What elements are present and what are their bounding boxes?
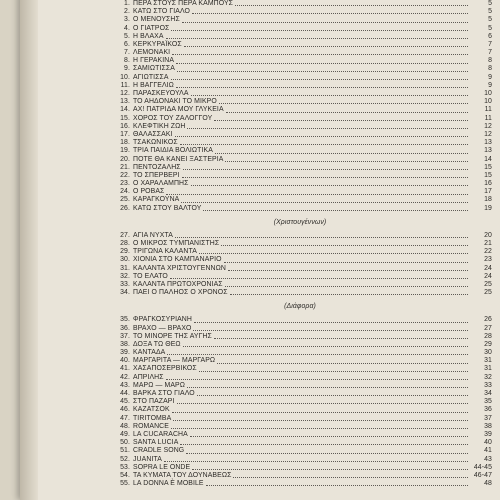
page-binding-fold: [20, 0, 38, 500]
toc-entry: [108, 472, 492, 480]
entry-page-number: 5: [488, 16, 492, 24]
entry-title: Η ΓΕΡΑΚΙΝΑ: [133, 57, 175, 65]
entry-page-number: 27: [484, 324, 492, 332]
entry-page-number: 8: [488, 65, 492, 73]
dot-leader: [197, 395, 468, 396]
entry-title: Ο ΜΕΝΟΥΣΗΣ: [133, 16, 180, 24]
entry-title: ΚΑΤΩ ΣΤΟ ΓΙΑΛΟ: [133, 8, 190, 16]
entry-title: ΤΣΑΚΩΝΙΚΟΣ: [133, 139, 178, 147]
entry-title: ΚΛΕΦΤΙΚΗ ΖΩΗ: [133, 122, 186, 130]
entry-number: 33.: [120, 280, 130, 288]
dot-leader: [199, 253, 468, 254]
dot-leader: [192, 469, 468, 470]
entry-title: ΤΟ ΜΙΝΟΡΕ ΤΗΣ ΑΥΓΗΣ: [133, 332, 212, 340]
dot-leader: [166, 379, 468, 380]
dot-leader: [183, 169, 468, 170]
dot-leader: [225, 286, 468, 287]
dot-leader: [180, 144, 468, 145]
entry-page-number: 44-45: [473, 463, 492, 471]
dot-leader: [226, 112, 468, 113]
entry-number: 26.: [120, 204, 130, 212]
toc-entry: [108, 232, 492, 240]
entry-page-number: 19: [484, 204, 492, 212]
dot-leader: [172, 412, 468, 413]
entry-page-number: 10: [484, 98, 492, 106]
toc-entry: [108, 66, 492, 74]
dot-leader: [166, 38, 468, 39]
entry-number: 5.: [124, 32, 130, 40]
dot-leader: [183, 346, 468, 347]
entry-number: 36.: [120, 324, 130, 332]
entry-page-number: 38: [484, 422, 492, 430]
toc-entry: [108, 156, 492, 164]
dot-leader: [193, 330, 468, 331]
entry-page-number: 33: [484, 381, 492, 389]
toc-entry: [108, 464, 492, 472]
entry-page-number: 37: [484, 414, 492, 422]
dot-leader: [175, 237, 468, 238]
entry-title: ΤΟ ΣΠΕΡΒΕΡΙ: [133, 171, 180, 179]
dot-leader: [214, 120, 468, 121]
entry-number: 25.: [120, 196, 130, 204]
entry-page-number: 23: [484, 256, 492, 264]
dot-leader: [221, 245, 468, 246]
toc-entry: [108, 240, 492, 248]
toc-entry: [108, 289, 492, 297]
entry-page-number: 8: [488, 57, 492, 65]
entry-page-number: 10: [484, 90, 492, 98]
toc-entry: [108, 256, 492, 264]
toc-entry: [108, 197, 492, 205]
entry-page-number: 22: [484, 248, 492, 256]
section-heading: (Χριστουγέννων): [273, 218, 327, 226]
entry-number: 28.: [120, 240, 130, 248]
section-heading: (Διάφορα): [284, 303, 316, 311]
toc-entry: [108, 265, 492, 273]
toc-entry: [108, 164, 492, 172]
dot-leader: [235, 5, 468, 6]
dot-leader: [177, 403, 468, 404]
dot-leader: [167, 354, 468, 355]
dot-leader: [217, 363, 468, 364]
entry-number: 43.: [120, 381, 130, 389]
entry-title: ΠΟΤΕ ΘΑ ΚΑΝΕΙ ΞΑΣΤΕΡΙΑ: [133, 155, 224, 163]
entry-number: 38.: [120, 340, 130, 348]
entry-title: ΚΑΛΑΝΤΑ ΧΡΙΣΤΟΥΓΕΝΝΩΝ: [133, 264, 226, 272]
entry-title: CRADLE SONG: [133, 447, 185, 455]
entry-page-number: 36: [484, 406, 492, 414]
dot-leader: [171, 428, 468, 429]
entry-number: 14.: [120, 106, 130, 114]
toc-entry: [108, 49, 492, 57]
entry-title: ΧΑΣΑΠΟΣΕΡΒΙΚΟΣ: [133, 365, 197, 373]
toc-entry: [108, 172, 492, 180]
entry-title: ΚΑΤΩ ΣΤΟΥ ΒΑΛΤΟΥ: [133, 204, 202, 212]
entry-page-number: 24: [484, 264, 492, 272]
dot-leader: [177, 71, 468, 72]
entry-title: LA CUCARACHA: [133, 430, 188, 438]
entry-number: 37.: [120, 332, 130, 340]
entry-number: 35.: [120, 316, 130, 324]
toc-entry: [108, 115, 492, 123]
entry-number: 8.: [124, 57, 130, 65]
dot-leader: [187, 387, 468, 388]
entry-number: 22.: [120, 171, 130, 179]
dot-leader: [171, 30, 468, 31]
entry-number: 52.: [120, 455, 130, 463]
entry-page-number: 13: [484, 139, 492, 147]
entry-number: 29.: [120, 248, 130, 256]
toc-entry: [108, 131, 492, 139]
toc-entry: [108, 431, 492, 439]
entry-title: ROMANCE: [133, 422, 169, 430]
toc-entry: [108, 439, 492, 447]
entry-number: 7.: [124, 49, 130, 57]
entry-title: ΛΕΜΟΝΑΚΙ: [133, 49, 171, 57]
entry-title: ΑΧ! ΠΑΤΡΙΔΑ ΜΟΥ ΓΛΥΚΕΙΑ: [133, 106, 224, 114]
entry-page-number: 25: [484, 289, 492, 297]
toc-entry: [108, 33, 492, 41]
entry-title: Ο ΓΙΑΤΡΟΣ: [133, 24, 170, 32]
entry-number: 17.: [120, 130, 130, 138]
toc-entry: [108, 341, 492, 349]
dot-leader: [215, 153, 468, 154]
entry-title: ΚΕΡΚΥΡΑΪΚΟΣ: [133, 40, 182, 48]
entry-page-number: 32: [484, 373, 492, 381]
entry-number: 49.: [120, 430, 130, 438]
entry-number: 55.: [120, 480, 130, 488]
toc-entry: [108, 147, 492, 155]
toc-entry: [108, 90, 492, 98]
entry-number: 48.: [120, 422, 130, 430]
dot-leader: [172, 54, 468, 55]
entry-title: ΦΡΑΓΚΟΣΥΡΙΑΝΗ: [133, 316, 192, 324]
entry-title: ΣΑΜΙΩΤΙΣΣΑ: [133, 65, 175, 73]
entry-page-number: 11: [484, 114, 492, 122]
entry-page-number: 13: [484, 147, 492, 155]
entry-page-number: 5: [488, 8, 492, 16]
table-of-contents: [108, 0, 492, 488]
toc-entry: [108, 447, 492, 455]
entry-page-number: 24: [484, 272, 492, 280]
toc-entry: [108, 357, 492, 365]
toc-entry: [108, 98, 492, 106]
toc-entry: [108, 82, 492, 90]
entry-title: ΠΕΝΤΟΖΑΛΗΣ: [133, 163, 181, 171]
dot-leader: [191, 95, 468, 96]
entry-title: Η ΒΑΓΓΕΛΙΩ: [133, 81, 174, 89]
entry-page-number: 6: [488, 32, 492, 40]
dot-leader: [175, 136, 468, 137]
entry-title: LA DONNA È MOBILE: [133, 480, 204, 488]
entry-number: 30.: [120, 256, 130, 264]
entry-page-number: 48: [484, 480, 492, 488]
entry-number: 19.: [120, 147, 130, 155]
entry-page-number: 29: [484, 340, 492, 348]
entry-title: ΤΡΙΑ ΠΑΙΔΙΑ ΒΟΛΙΩΤΙΚΑ: [133, 147, 213, 155]
entry-title: SOPRA LE ONDE: [133, 463, 191, 471]
dot-leader: [194, 322, 468, 323]
dot-leader: [225, 161, 468, 162]
entry-title: JUANITA: [133, 455, 162, 463]
toc-entry: [108, 480, 492, 488]
dot-leader: [182, 22, 468, 23]
dot-leader: [228, 270, 468, 271]
entry-number: 46.: [120, 406, 130, 414]
entry-number: 16.: [120, 122, 130, 130]
entry-page-number: 14: [484, 155, 492, 163]
dot-leader: [187, 128, 468, 129]
toc-entry: [108, 316, 492, 324]
dot-leader: [173, 420, 468, 421]
entry-number: 45.: [120, 398, 130, 406]
dot-leader: [191, 185, 469, 186]
entry-title: SANTA LUCIA: [133, 439, 179, 447]
entry-title: ΠΕΡΑ ΣΤΟΥΣ ΠΕΡΑ ΚΑΜΠΟΥΣ: [133, 0, 234, 7]
toc-entry: [108, 106, 492, 114]
dot-leader: [214, 338, 468, 339]
toc-entry: [108, 398, 492, 406]
entry-page-number: 16: [484, 180, 492, 188]
entry-number: 40.: [120, 357, 130, 365]
entry-page-number: 11: [484, 106, 492, 114]
entry-title: ΣΤΟ ΠΑΖΑΡΙ: [133, 398, 175, 406]
entry-number: 27.: [120, 231, 130, 239]
entry-page-number: 12: [484, 122, 492, 130]
entry-number: 23.: [120, 180, 130, 188]
entry-page-number: 34: [484, 390, 492, 398]
toc-entry: [108, 349, 492, 357]
entry-title: ΒΑΡΚΑ ΣΤΟ ΓΙΑΛΟ: [133, 390, 195, 398]
entry-title: ΤΑ ΚΥΜΑΤΑ ΤΟΥ ΔΟΥΝΑΒΕΩΣ: [133, 471, 232, 479]
entry-page-number: 41: [484, 447, 492, 455]
entry-title: ΚΑΛΑΝΤΑ ΠΡΩΤΟΧΡΟΝΙΑΣ: [133, 280, 223, 288]
entry-number: 31.: [120, 264, 130, 272]
toc-entry: [108, 188, 492, 196]
toc-entry: [108, 333, 492, 341]
entry-number: 24.: [120, 188, 130, 196]
entry-page-number: 39: [484, 430, 492, 438]
entry-page-number: 15: [484, 171, 492, 179]
toc-entry: [108, 366, 492, 374]
entry-page-number: 26: [484, 316, 492, 324]
toc-entry: [108, 390, 492, 398]
entry-title: ΧΙΟΝΙΑ ΣΤΟ ΚΑΜΠΑΝΑΡΙΟ: [133, 256, 222, 264]
toc-entry: [108, 415, 492, 423]
dot-leader: [186, 453, 468, 454]
dot-leader: [233, 477, 468, 478]
entry-number: 47.: [120, 414, 130, 422]
entry-title: ΤΟ ΕΛΑΤΟ: [133, 272, 168, 280]
entry-page-number: 5: [488, 24, 492, 32]
entry-title: ΧΟΡΟΣ ΤΟΥ ΖΑΛΟΓΓΟΥ: [133, 114, 213, 122]
dot-leader: [184, 46, 468, 47]
entry-page-number: 18: [484, 196, 492, 204]
entry-number: 12.: [120, 90, 130, 98]
entry-page-number: 15: [484, 163, 492, 171]
entry-number: 1.: [124, 0, 130, 7]
entry-title: ΤΟ ΑΗΔΟΝΑΚΙ ΤΟ ΜΙΚΡΟ: [133, 98, 217, 106]
toc-entry: [108, 406, 492, 414]
entry-number: 42.: [120, 373, 130, 381]
dot-leader: [180, 444, 468, 445]
entry-page-number: 30: [484, 349, 492, 357]
entry-number: 4.: [124, 24, 130, 32]
entry-number: 18.: [120, 139, 130, 147]
entry-page-number: 5: [488, 0, 492, 7]
entry-title: Ο ΧΑΡΑΛΑΜΠΗΣ: [133, 180, 189, 188]
dot-leader: [182, 177, 468, 178]
dot-leader: [176, 87, 468, 88]
toc-entry: [108, 273, 492, 281]
entry-page-number: 9: [488, 73, 492, 81]
entry-title: ΔΟΞΑ ΤΩ ΘΕΩ: [133, 340, 181, 348]
entry-page-number: 28: [484, 332, 492, 340]
entry-number: 32.: [120, 272, 130, 280]
dot-leader: [199, 371, 468, 372]
toc-entry: [108, 382, 492, 390]
dot-leader: [206, 485, 468, 486]
dot-leader: [190, 436, 468, 437]
entry-title: ΜΑΡΓΑΡΙΤΑ — ΜΑΡΓΑΡΩ: [133, 357, 216, 365]
entry-title: ΚΑΝΤΑΔΑ: [133, 349, 166, 357]
entry-page-number: 46-47: [473, 471, 492, 479]
book-page: [20, 0, 500, 500]
toc-entry: [108, 374, 492, 382]
dot-leader: [230, 294, 468, 295]
entry-number: 39.: [120, 349, 130, 357]
entry-number: 20.: [120, 155, 130, 163]
entry-title: ΜΑΡΩ — ΜΑΡΩ: [133, 381, 185, 389]
entry-title: ΒΡΑΧΟ — ΒΡΑΧΟ: [133, 324, 192, 332]
entry-page-number: 21: [484, 240, 492, 248]
toc-entry: [108, 41, 492, 49]
entry-title: Ο ΡΟΒΑΣ: [133, 188, 165, 196]
toc-entry: [108, 248, 492, 256]
toc-entry: [108, 74, 492, 82]
entry-page-number: 20: [484, 231, 492, 239]
entry-page-number: 35: [484, 398, 492, 406]
entry-page-number: 31: [484, 365, 492, 373]
dot-leader: [203, 210, 468, 211]
entry-title: ΤΡΙΓΩΝΑ ΚΑΛΑΝΤΑ: [133, 248, 197, 256]
toc-entry: [108, 205, 492, 213]
entry-title: ΠΑΕΙ Ο ΠΑΛΗΟΣ Ο ΧΡΟΝΟΣ: [133, 289, 228, 297]
toc-entry: [108, 0, 492, 8]
dot-leader: [170, 278, 468, 279]
entry-title: ΑΠΡΙΛΗΣ: [133, 373, 164, 381]
entry-number: 15.: [120, 114, 130, 122]
toc-entry: [108, 16, 492, 24]
entry-number: 44.: [120, 390, 130, 398]
toc-entry: [108, 123, 492, 131]
toc-entry: [108, 281, 492, 289]
entry-title: Η ΒΛΑΧΑ: [133, 32, 164, 40]
toc-entry: [108, 57, 492, 65]
entry-page-number: 17: [484, 188, 492, 196]
entry-title: ΠΑΡΑΣΚΕΥΟΥΛΑ: [133, 90, 189, 98]
entry-title: TIRITOMBA: [133, 414, 172, 422]
entry-number: 50.: [120, 439, 130, 447]
toc-entry: [108, 423, 492, 431]
entry-page-number: 31: [484, 357, 492, 365]
entry-number: 11.: [120, 81, 130, 89]
entry-number: 53.: [120, 463, 130, 471]
dot-leader: [192, 13, 468, 14]
entry-title: ΘΑΛΑΣΣΑΚΙ: [133, 130, 173, 138]
entry-title: ΑΓΙΑ ΝΥΧΤΑ: [133, 231, 173, 239]
entry-number: 10.: [120, 73, 130, 81]
entry-title: ΚΑΖΑΤΣΟΚ: [133, 406, 170, 414]
entry-number: 9.: [124, 65, 130, 73]
toc-entry: [108, 139, 492, 147]
entry-page-number: 40: [484, 439, 492, 447]
toc-entry: [108, 8, 492, 16]
entry-page-number: 7: [488, 49, 492, 57]
entry-title: ΑΓΙΩΤΙΣΣΑ: [133, 73, 169, 81]
entry-number: 3.: [124, 16, 130, 24]
entry-number: 21.: [120, 163, 130, 171]
entry-page-number: 25: [484, 280, 492, 288]
entry-number: 41.: [120, 365, 130, 373]
entry-title: Ο ΜΙΚΡΟΣ ΤΥΜΠΑΝΙΣΤΗΣ: [133, 240, 220, 248]
dot-leader: [181, 202, 468, 203]
entry-number: 51.: [120, 447, 130, 455]
dot-leader: [166, 194, 468, 195]
entry-number: 13.: [120, 98, 130, 106]
toc-entry: [108, 325, 492, 333]
dot-leader: [219, 103, 468, 104]
dot-leader: [164, 461, 468, 462]
toc-entry: [108, 180, 492, 188]
entry-page-number: 9: [488, 81, 492, 89]
entry-number: 6.: [124, 40, 130, 48]
entry-number: 2.: [124, 8, 130, 16]
entry-page-number: 12: [484, 130, 492, 138]
toc-entry: [108, 25, 492, 33]
toc-entry: [108, 456, 492, 464]
dot-leader: [224, 262, 468, 263]
entry-number: 54.: [120, 471, 130, 479]
entry-page-number: 7: [488, 40, 492, 48]
dot-leader: [171, 79, 468, 80]
entry-number: 34.: [120, 289, 130, 297]
entry-title: ΚΑΡΑΓΚΟΥΝΑ: [133, 196, 180, 204]
dot-leader: [176, 63, 468, 64]
entry-page-number: 43: [484, 455, 492, 463]
